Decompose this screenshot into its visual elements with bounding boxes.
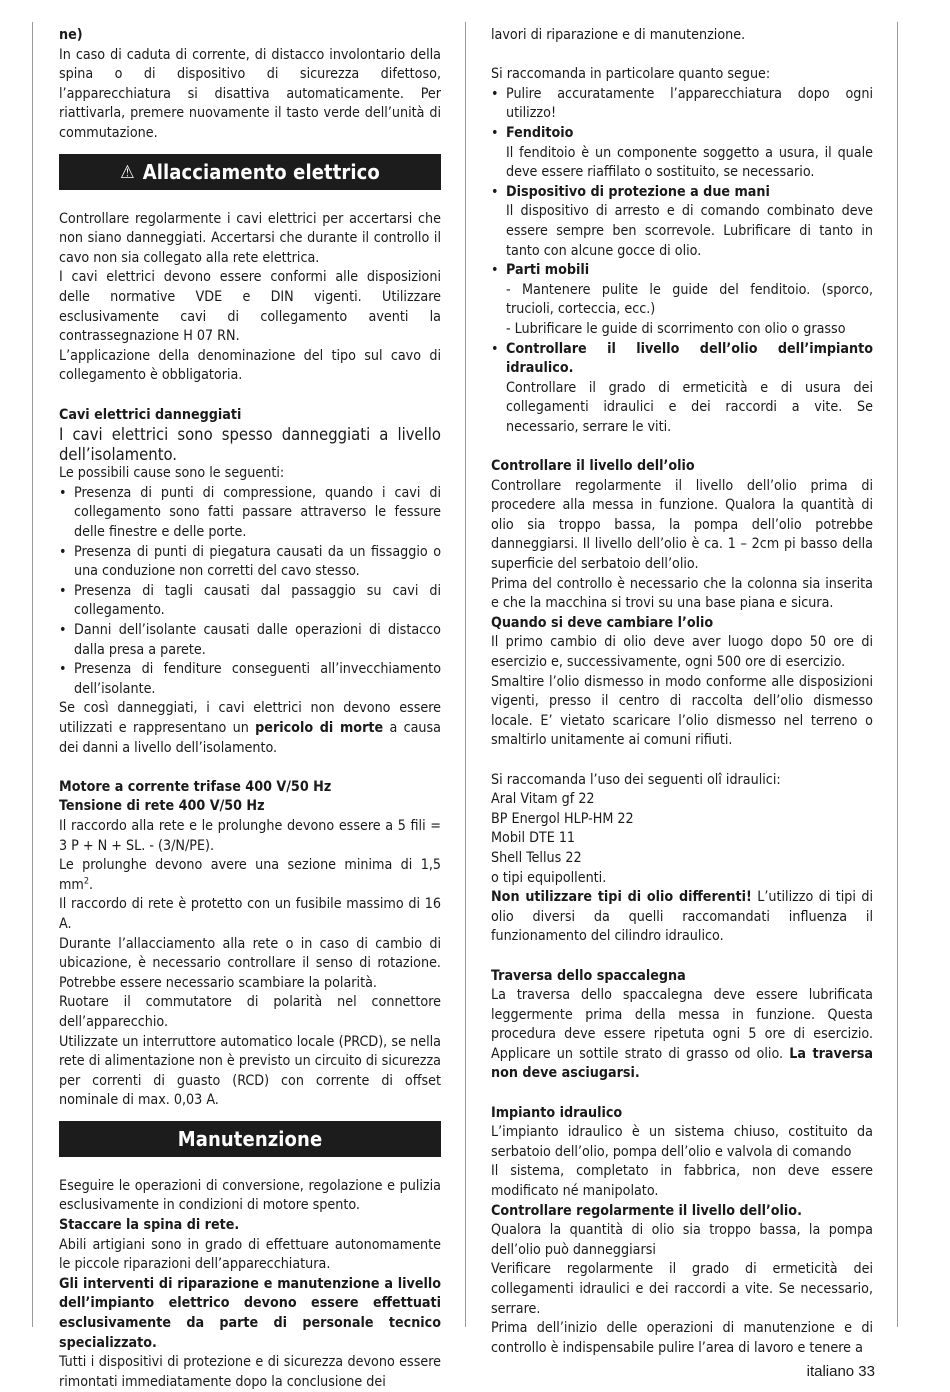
- list-item: • Controllare il livello dell’olio dell’impianto idraulico. Controllare il grado di ermeticità e di usura dei collegamenti idraulici e dei raccordi a vite. Se necessario, serrare le viti.: [491, 340, 873, 438]
- subheading-oil-level: Controllare il livello dell’olio: [491, 458, 695, 475]
- right-column: [491, 26, 873, 1358]
- subheading-voltage: Tensione di rete 400 V/50 Hz: [59, 798, 265, 815]
- paragraph: L’impianto idraulico è un sistema chiuso, costituito da serbatoio dell’olio, pompa dell’olio e valvola di comando: [491, 1124, 873, 1160]
- paragraph: Durante l’allacciamento alla rete o in caso di cambio di ubicazione, è necessario controllare il senso di rotazione. Potrebbe essere necessario scambiare la polarità.: [59, 935, 441, 991]
- list-item: • Pulire accuratamente l’apparecchiatura dopo ogni utilizzo!: [491, 85, 873, 124]
- list-item: • Danni dell’isolante causati dalle operazioni di distacco dalla presa a parete.: [59, 621, 441, 660]
- list-item: • Dispositivo di protezione a due mani Il dispositivo di arresto e di comando combinato deve essere sempre ben scorrevole. Lubrificare di tanto in tanto con alcune gocce di olio.: [491, 183, 873, 261]
- paragraph-warning: Non utilizzare tipi di olio differenti! L’utilizzo di tipi di olio diversi da quelli raccomandati influenza il funzionamento del cilindro idraulico.: [491, 889, 874, 945]
- paragraph: Il sistema, completato in fabbrica, non deve essere modificato né manipolato.: [491, 1163, 873, 1200]
- banner-title: Manutenzione: [177, 1126, 323, 1151]
- list-item: • Fenditoio Il fenditoio è un componente soggetto a usura, il quale deve essere riaffilato o sostituito, se necessario.: [491, 124, 873, 183]
- left-column: [59, 26, 441, 1392]
- paragraph-bold: Staccare la spina di rete.: [59, 1217, 240, 1234]
- list-item: • Parti mobili - Mantenere pulite le guide del fenditoio. (sporco, trucioli, corteccia, ecc.) - Lubrificare le guide di scorrimento con olio o grasso: [491, 261, 873, 339]
- paragraph: lavori di riparazione e di manutenzione.: [491, 27, 746, 43]
- oil-item: o tipi equipollenti.: [491, 869, 607, 886]
- oil-item: Mobil DTE 11: [491, 830, 576, 847]
- banner-title: Allacciamento elettrico: [142, 159, 380, 184]
- paragraph: Utilizzate un interruttore automatico locale (PRCD), se nella rete di alimentazione non è previsto un circuito di sicurezza per correnti di guasto (RCD) con corrente di offset nominale di max. 0,03 A.: [59, 1033, 441, 1109]
- paragraph: Controllare regolarmente i cavi elettrici per accertarsi che non siano danneggiati. Accertarsi che durante il controllo il cavo non sia collegato alla rete elettrica.: [59, 210, 441, 266]
- intro-text: In caso di caduta di corrente, di distacco involontario della spina o di dispositivo di sicurezza difettoso, l’apparecchiatura si disattiva automaticamente. Per riattivarla, premere nuovamente il tasto verde dell’unità di commutazione.: [59, 46, 441, 141]
- paragraph: I cavi elettrici devono essere conformi alle disposizioni delle normative VDE e DIN vigenti. Utilizzare esclusivamente cavi di collegamento aventi la contrassegnazione H 07 RN.: [59, 269, 441, 345]
- paragraph: Prima dell’inizio delle operazioni di manutenzione e di controllo è indispensabile pulire l’area di lavoro e tenere a: [491, 1320, 873, 1356]
- warning-triangle-icon: ⚠: [120, 161, 135, 183]
- paragraph: Tutti i dispositivi di protezione e di sicurezza devono essere rimontati immediatamente dopo la conclusione dei: [59, 1354, 441, 1390]
- paragraph: Le possibili cause sono le seguenti:: [59, 465, 285, 482]
- list-item: • Presenza di fenditure conseguenti all’invecchiamento dell’isolante.: [59, 660, 441, 699]
- right-margin-rule: [897, 22, 898, 1327]
- left-margin-rule: [32, 22, 33, 1327]
- paragraph: Si raccomanda in particolare quanto segue:: [491, 66, 771, 83]
- paragraph: Il raccordo alla rete e le prolunghe devono essere a 5 fili = 3 P + N + SL. - (3/N/PE).: [59, 817, 441, 854]
- paragraph-danger: Se così danneggiati, i cavi elettrici non devono essere utilizzati e rappresentano un pericolo di morte a causa dei danni a livello dell’isolamento.: [59, 700, 441, 756]
- section-banner-maintenance: [59, 1121, 441, 1157]
- list-item: • Presenza di punti di piegatura causati da un fissaggio o una conduzione non corretti del cavo stesso.: [59, 543, 441, 582]
- paragraph-large: I cavi elettrici sono spesso danneggiati a livello dell’isolamento.: [59, 425, 441, 464]
- paragraph: Abili artigiani sono in grado di effettuare autonomamente le piccole riparazioni dell’apparecchiatura.: [59, 1236, 441, 1273]
- oil-item: Aral Vitam gf 22: [491, 791, 595, 808]
- paragraph: Prima del controllo è necessario che la colonna sia inserita e che la macchina si trovi su una base piana e sicura.: [491, 575, 873, 612]
- subheading-crossbar: Traversa dello spaccalegna: [491, 967, 686, 984]
- subheading-hydraulic: Impianto idraulico: [491, 1104, 623, 1121]
- list-item: • Presenza di tagli causati dal passaggio su cavi di collegamento.: [59, 582, 441, 621]
- paragraph: Qualora la quantità di olio sia troppo bassa, la pompa dell’olio può danneggiarsi: [491, 1222, 873, 1258]
- intro-heading: ne): [59, 27, 83, 43]
- causes-list: [59, 484, 441, 700]
- paragraph: L’applicazione della denominazione del tipo sul cavo di collegamento è obbligatoria.: [59, 347, 441, 384]
- paragraph: Il primo cambio di olio deve aver luogo dopo 50 ore di esercizio e, successivamente, ogni 500 ore di esercizio.: [491, 634, 873, 670]
- paragraph: Le prolunghe devono avere una sezione minima di 1,5 $mm^2$.: [59, 857, 441, 893]
- recommendations-list: [491, 85, 873, 438]
- paragraph: Verificare regolarmente il grado di ermeticità dei collegamenti idraulici e dei raccordi a vite. Se necessario, serrare.: [491, 1261, 873, 1317]
- oil-item: BP Energol HLP-HM 22: [491, 810, 634, 827]
- paragraph: Smaltire l’olio dismesso in modo conforme alle disposizioni vigenti, presso il centro di raccolta dell’olio dismesso locale. E’ vietato scaricare l’olio dismesso nel terreno o smaltirlo unitamente ai comuni rifiuti.: [491, 673, 873, 749]
- list-item: • Presenza di punti di compressione, quando i cavi di collegamento sono fatti passare attraverso le fessure delle finestre e delle porte.: [59, 484, 441, 543]
- section-banner-electrical: [59, 154, 441, 190]
- paragraph: Controllare regolarmente il livello dell’olio prima di procedere alla messa in funzione. Qualora la quantità di olio sia troppo bassa, la pompa dell’olio potrebbe danneggiarsi. Il livello dell’olio è ca. 1 – 2cm pi basso della superficie del serbatoio dell’olio.: [491, 477, 873, 573]
- subheading-oil-change: Quando si deve cambiare l’olio: [491, 614, 714, 631]
- paragraph: Eseguire le operazioni di conversione, regolazione e pulizia esclusivamente in condizioni di motore spento.: [59, 1177, 441, 1214]
- subheading-motor: Motore a corrente trifase 400 V/50 Hz: [59, 778, 332, 795]
- paragraph: Il raccordo di rete è protetto con un fusibile massimo di 16 A.: [59, 896, 441, 932]
- subheading-damaged-cables: Cavi elettrici danneggiati: [59, 406, 242, 423]
- paragraph-bold: Gli interventi di riparazione e manutenzione a livello dell’impianto elettrico devono essere effettuati esclusivamente da parte di personale tecnico specializzato.: [59, 1275, 441, 1351]
- paragraph: La traversa dello spaccalegna deve essere lubrificata leggermente prima della messa in funzione. Questa procedura deve essere ripetuta ogni 5 ore di esercizio. Applicare un sottile strato di grasso od olio. La traversa non deve asciugarsi.: [491, 987, 873, 1082]
- paragraph: Si raccomanda l’uso dei seguenti olî idraulici:: [491, 771, 781, 788]
- oil-item: Shell Tellus 22: [491, 849, 582, 866]
- center-column-rule: [465, 22, 466, 1327]
- paragraph-bold: Controllare regolarmente il livello dell’olio.: [491, 1202, 802, 1219]
- page-number: italiano 33: [806, 1363, 875, 1380]
- paragraph: Ruotare il commutatore di polarità nel connettore dell’apparecchio.: [59, 994, 441, 1030]
